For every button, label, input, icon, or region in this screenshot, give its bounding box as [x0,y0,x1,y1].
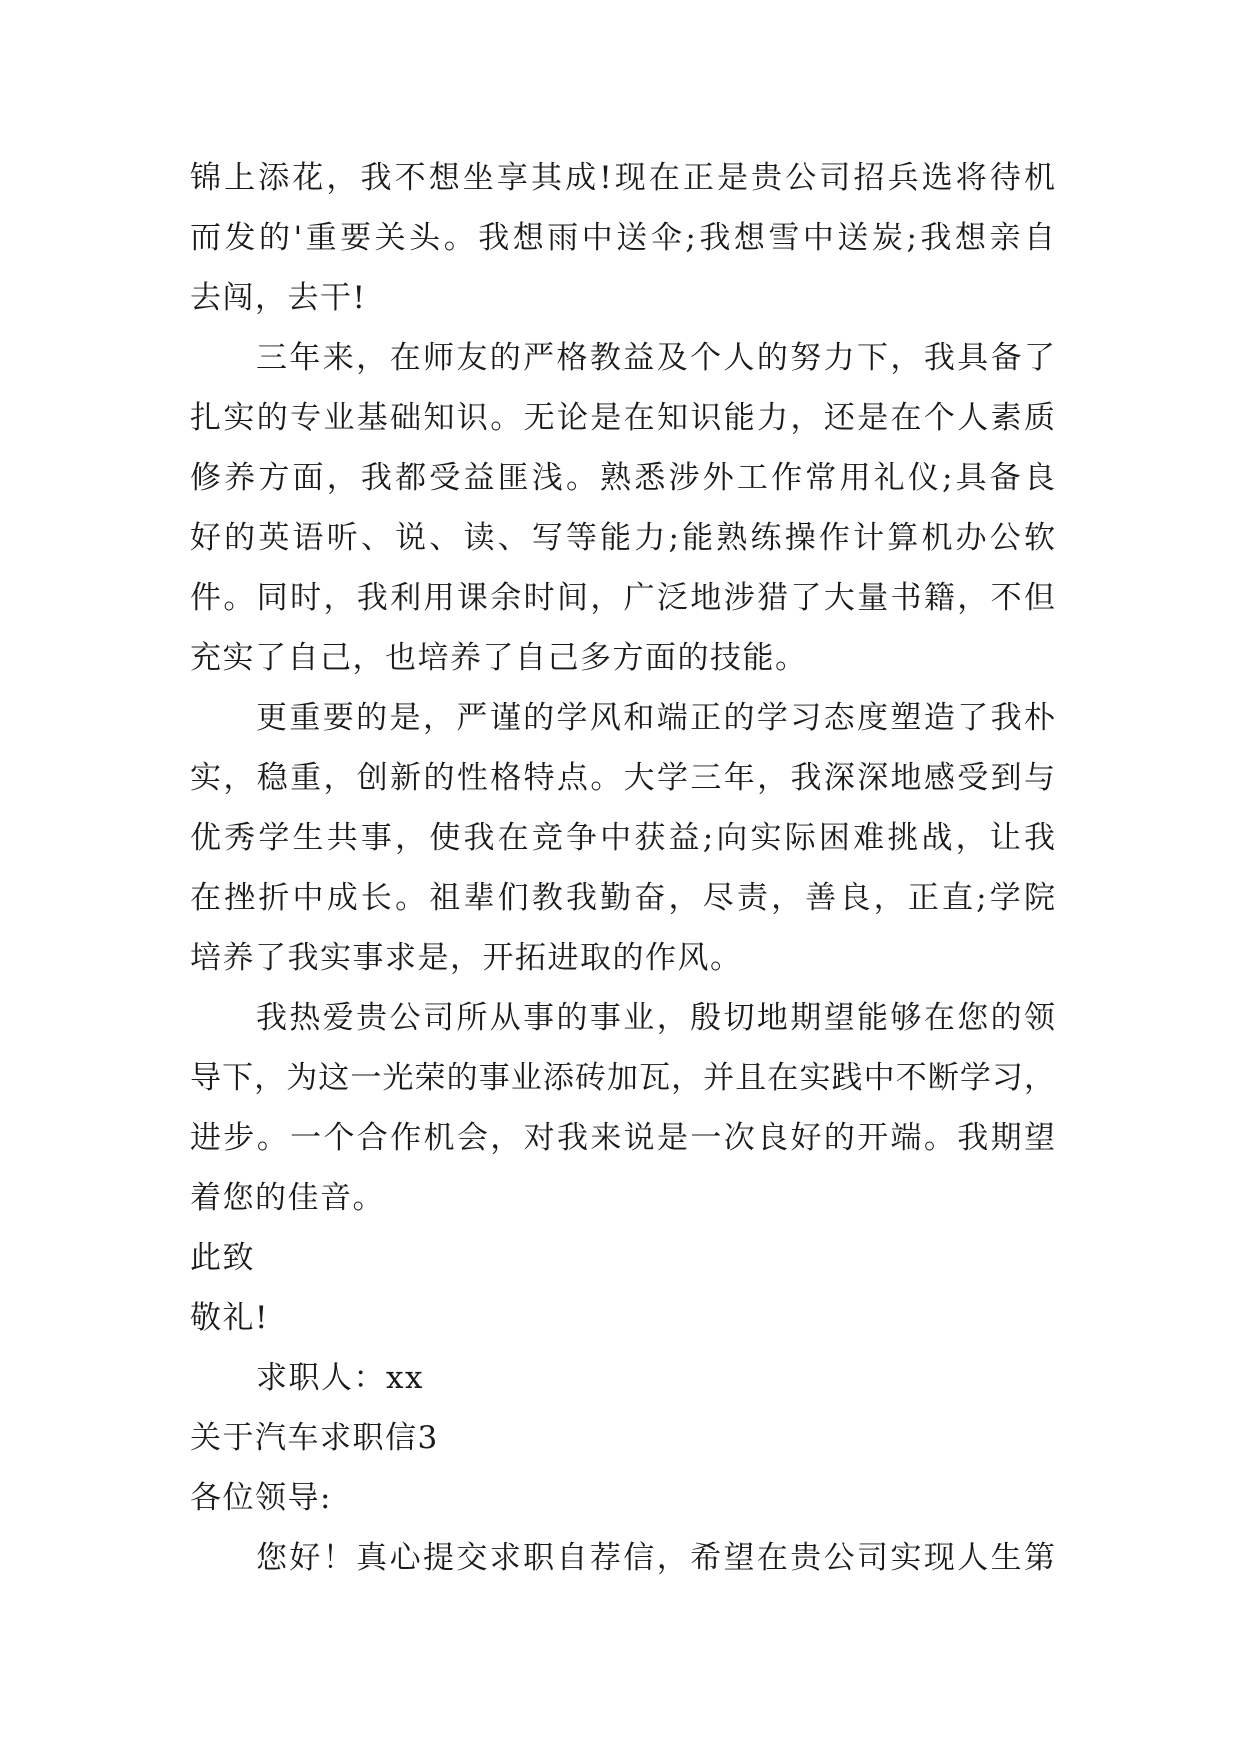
paragraph-line: 进步。一个合作机会，对我来说是一次良好的开端。我期望 [190,1120,1055,1156]
paragraph-line: 三年来，在师友的严格教益及个人的努力下，我具备了 [256,340,1055,376]
signature-line: 求职人：xx [256,1360,424,1396]
closing-regards: 敬礼! [190,1300,269,1336]
paragraph-line: 件。同时，我利用课余时间，广泛地涉猎了大量书籍，不但 [190,580,1055,616]
greeting-line: 各位领导: [190,1480,332,1516]
paragraph-line: 在挫折中成长。祖辈们教我勤奋，尽责，善良，正直;学院 [190,880,1055,916]
paragraph-line: 而发的'重要关头。我想雨中送伞;我想雪中送炭;我想亲自 [190,220,1055,256]
paragraph-line: 锦上添花，我不想坐享其成!现在正是贵公司招兵选将待机 [190,160,1055,196]
paragraph-line: 好的英语听、说、读、写等能力;能熟练操作计算机办公软 [190,520,1055,556]
section-heading: 关于汽车求职信3 [190,1420,439,1456]
paragraph-line: 去闯，去干! [190,280,367,316]
paragraph-line: 导下，为这一光荣的事业添砖加瓦，并且在实践中不断学习， [190,1060,1055,1096]
paragraph-line: 修养方面，我都受益匪浅。熟悉涉外工作常用礼仪;具备良 [190,460,1055,496]
paragraph-line: 更重要的是，严谨的学风和端正的学习态度塑造了我朴 [256,700,1055,736]
paragraph-line: 着您的佳音。 [190,1180,385,1216]
paragraph-line: 扎实的专业基础知识。无论是在知识能力，还是在个人素质 [190,400,1055,436]
closing-salutation: 此致 [190,1240,255,1276]
paragraph-line: 实，稳重，创新的性格特点。大学三年，我深深地感受到与 [190,760,1055,796]
paragraph-line: 优秀学生共事，使我在竞争中获益;向实际困难挑战，让我 [190,820,1055,856]
paragraph-line: 充实了自己，也培养了自己多方面的技能。 [190,640,808,676]
paragraph-line: 您好！真心提交求职自荐信，希望在贵公司实现人生第 [256,1540,1055,1576]
paragraph-line: 培养了我实事求是，开拓进取的作风。 [190,940,743,976]
paragraph-line: 我热爱贵公司所从事的事业，殷切地期望能够在您的领 [256,1000,1055,1036]
